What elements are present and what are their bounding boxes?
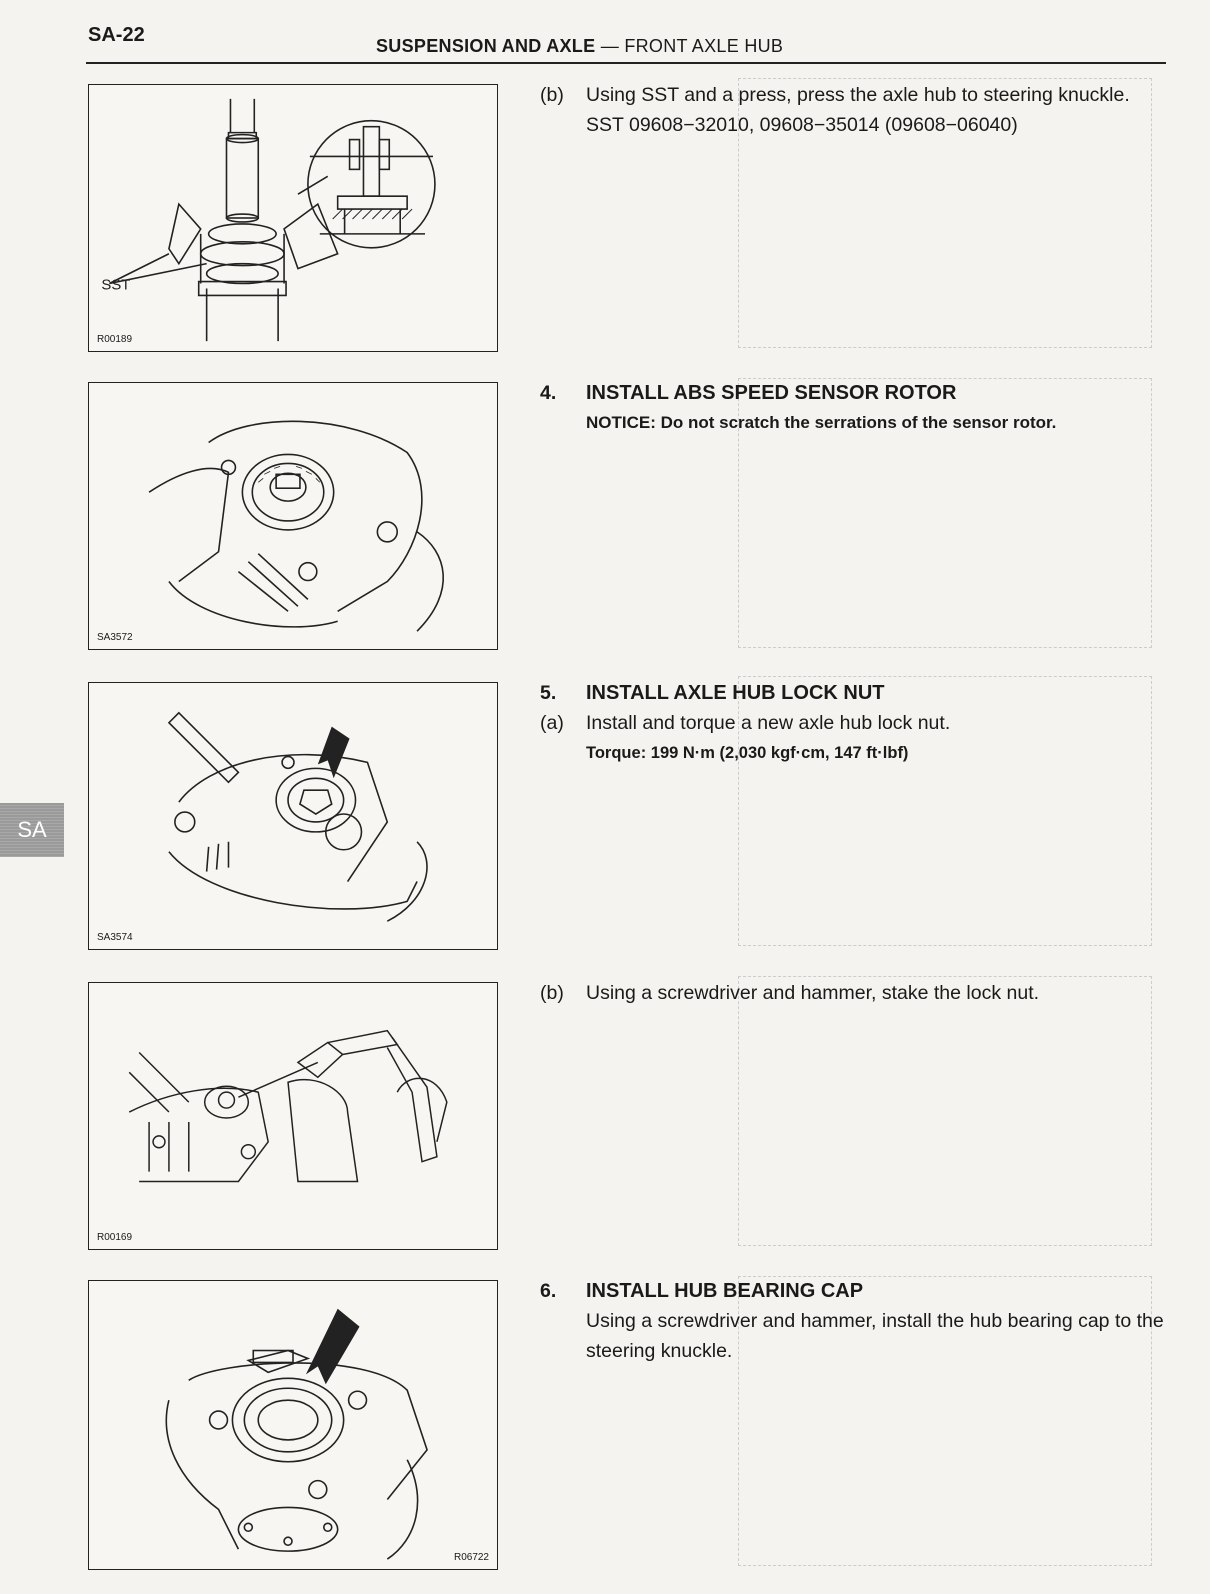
step-number: 6. — [540, 1280, 557, 1302]
step-text: Using a screwdriver and hammer, install the hub bearing cap to the steering knuckle. — [586, 1310, 1164, 1362]
figure-code: R00189 — [97, 334, 133, 345]
figure-code: SA3572 — [97, 632, 133, 643]
step-heading: INSTALL AXLE HUB LOCK NUT — [586, 682, 885, 704]
step-number: 4. — [540, 382, 557, 404]
step-sub-label: (a) — [540, 712, 564, 734]
step-text: Using SST and a press, press the axle hub to steering knuckle. — [586, 84, 1130, 106]
subsection-title: FRONT AXLE HUB — [624, 36, 784, 56]
figure-hub-bearing-cap — [88, 1280, 498, 1570]
figure-code: R00169 — [97, 1232, 133, 1243]
section-title: SUSPENSION AND AXLE — [376, 36, 596, 56]
header-rule — [86, 62, 1166, 64]
notice-text: NOTICE: Do not scratch the serrations of the sensor rotor. — [586, 413, 1057, 432]
figure-press-axle-hub — [88, 84, 498, 352]
figure-stake-lock-nut — [88, 982, 498, 1250]
press-hub-illustration — [89, 85, 497, 351]
step-text: Using a screwdriver and hammer, stake the lock nut. — [586, 982, 1040, 1004]
figure-code: SA3574 — [97, 932, 133, 943]
page-number: SA-22 — [88, 24, 145, 46]
bleed-through-box — [738, 976, 1152, 1246]
step-number: 5. — [540, 682, 557, 704]
sensor-rotor-illustration — [89, 383, 497, 649]
step-6 — [540, 1276, 1165, 1366]
page-header — [376, 36, 783, 57]
section-tab: SA — [0, 803, 64, 857]
step-4 — [540, 378, 1165, 438]
sst-numbers: SST 09608−32010, 09608−35014 (09608−06040) — [586, 114, 1018, 136]
figure-code: R06722 — [453, 1552, 489, 1563]
figure-axle-hub-lock-nut — [88, 682, 498, 950]
step-heading: INSTALL HUB BEARING CAP — [586, 1280, 864, 1302]
stake-nut-illustration — [89, 983, 497, 1249]
header-dash: — — [595, 36, 625, 56]
figure-sensor-rotor — [88, 382, 498, 650]
step-text: Install and torque a new axle hub lock nut. — [586, 712, 951, 734]
step-b-stake-nut — [540, 978, 1165, 1008]
bearing-cap-illustration — [89, 1281, 497, 1569]
lock-nut-illustration — [89, 683, 497, 949]
step-5 — [540, 678, 1165, 768]
step-b-press-hub — [540, 80, 1165, 140]
step-label: (b) — [540, 84, 564, 106]
step-label: (b) — [540, 982, 564, 1004]
step-heading: INSTALL ABS SPEED SENSOR ROTOR — [586, 382, 957, 404]
sst-callout: SST — [101, 277, 131, 294]
torque-spec: Torque: 199 N·m (2,030 kgf·cm, 147 ft·lbf) — [586, 744, 909, 762]
